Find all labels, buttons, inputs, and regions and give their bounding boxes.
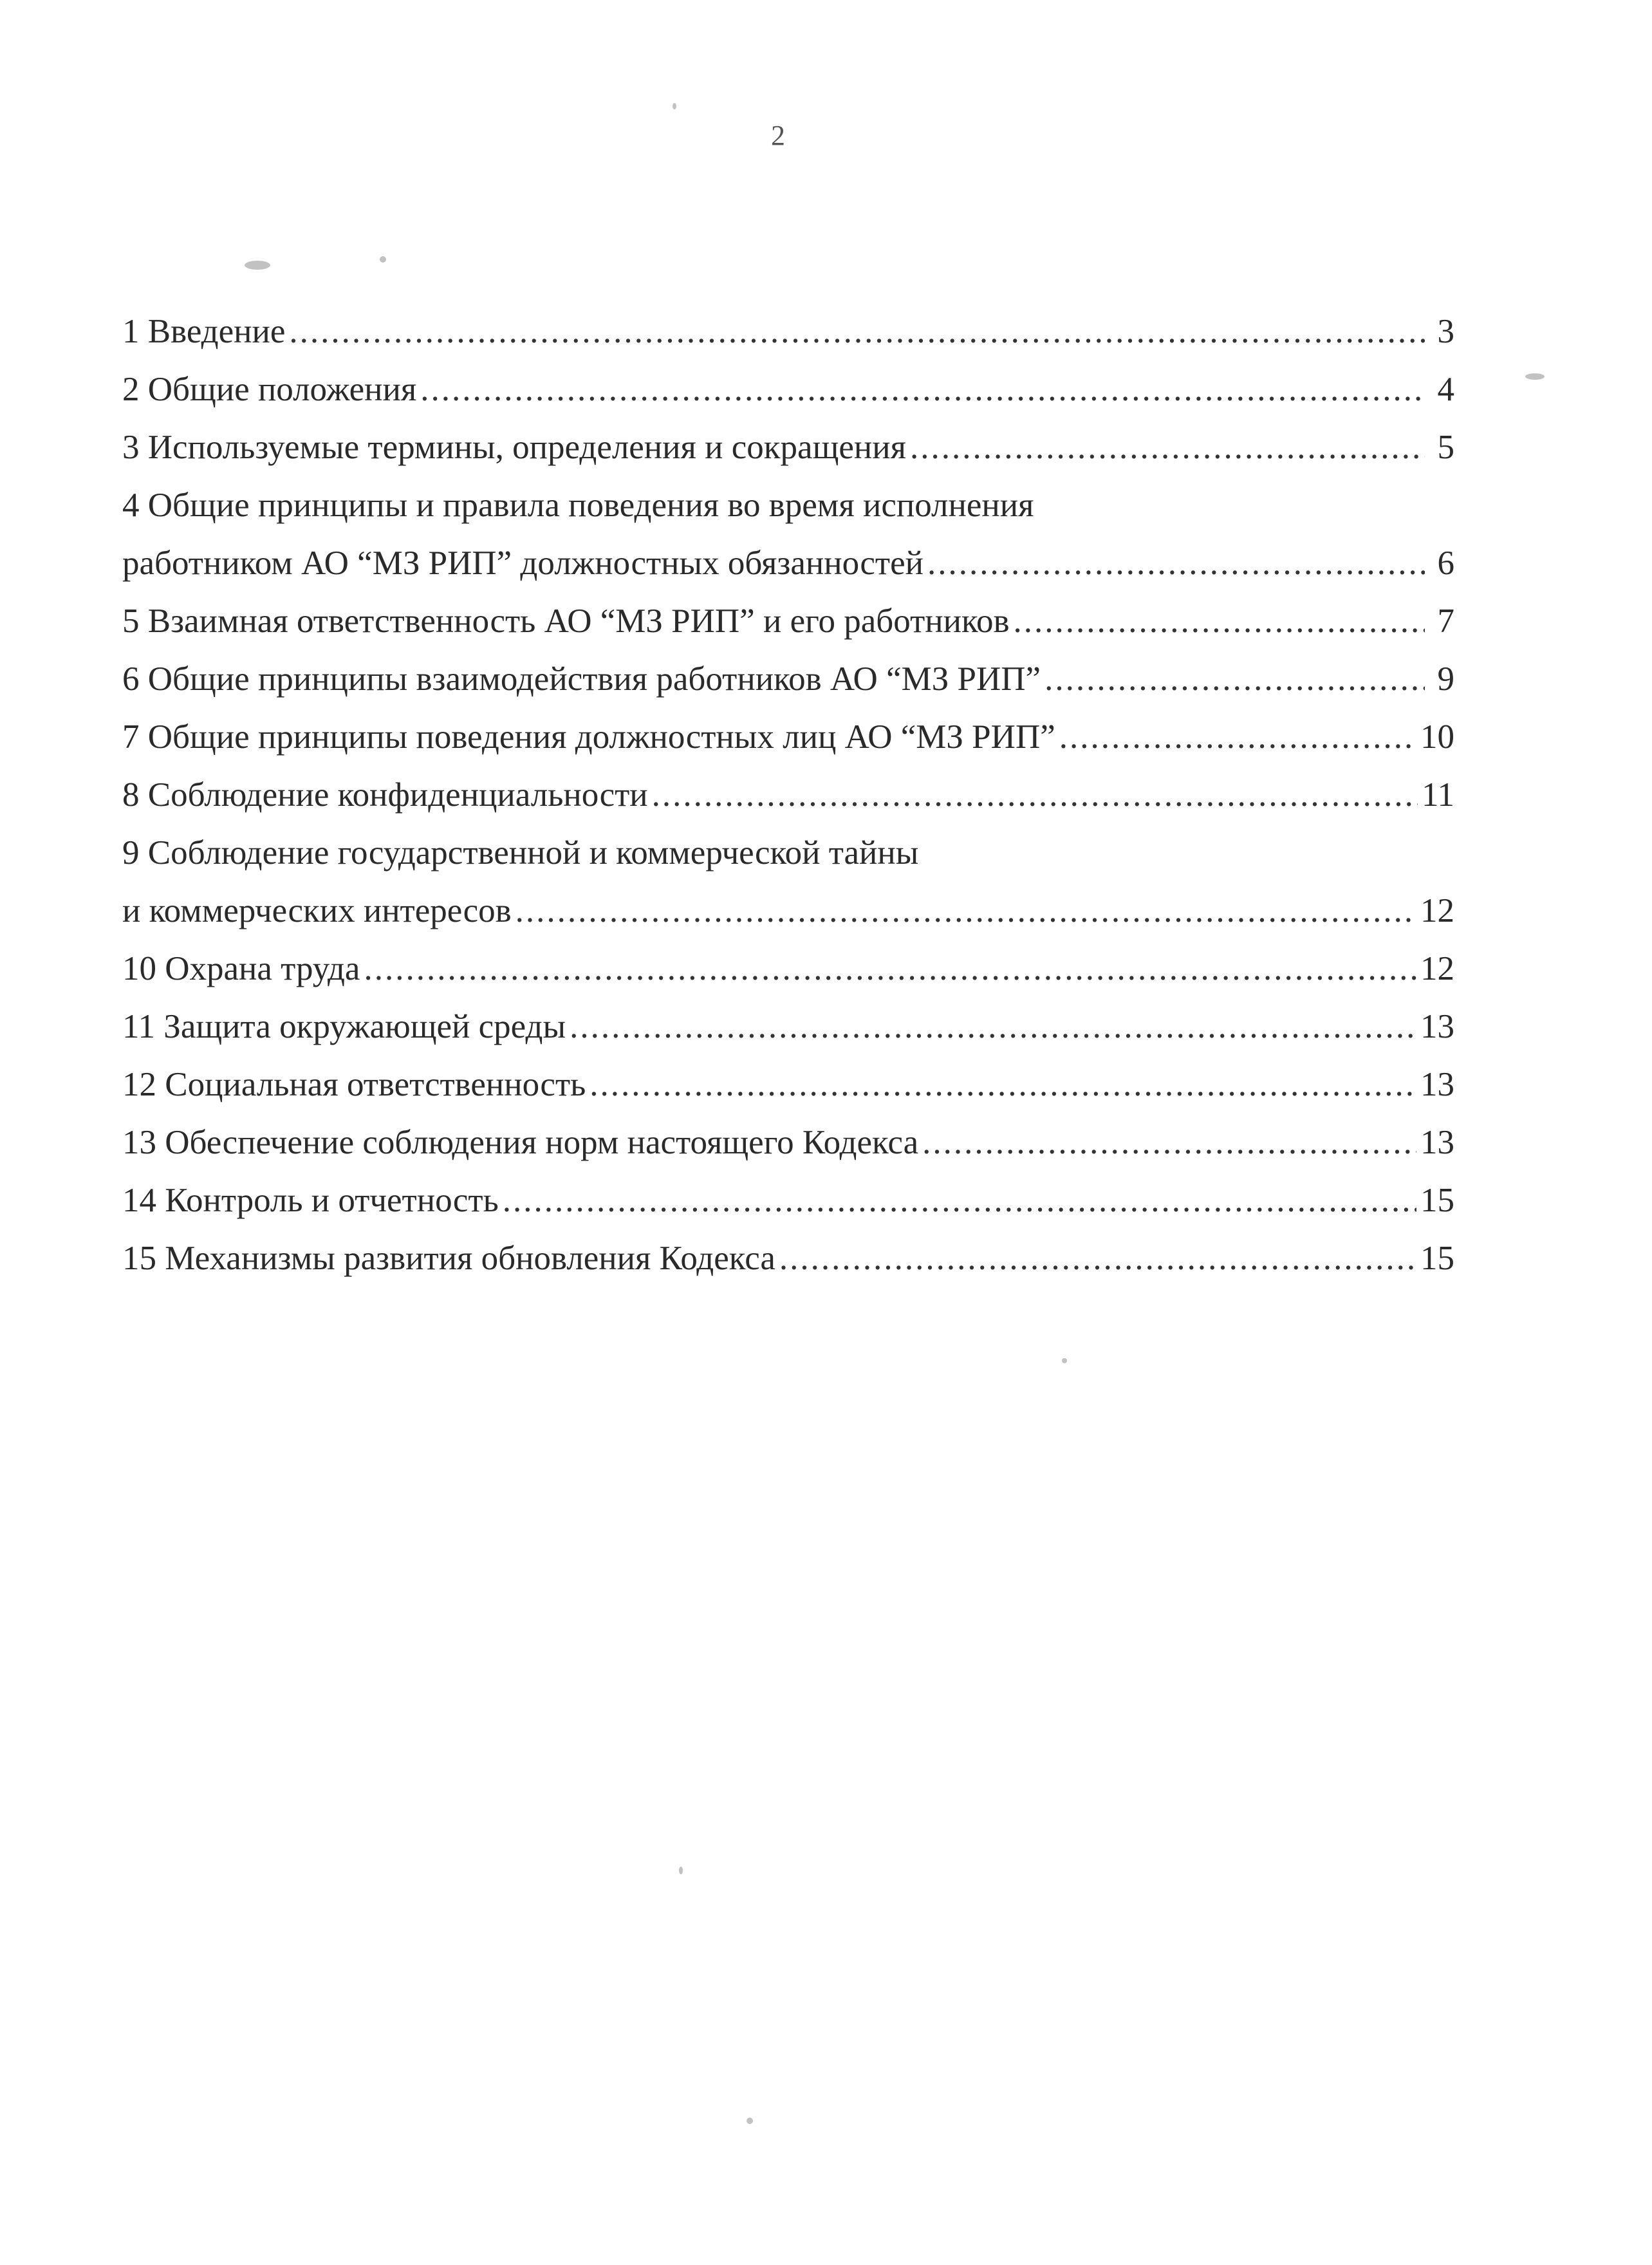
toc-page: 15 — [1420, 1182, 1454, 1219]
toc-title: 15 Механизмы развития обновления Кодекса — [122, 1240, 775, 1277]
toc-entry-8 — [122, 766, 1454, 824]
toc-title: 5 Взаимная ответственность АО “МЗ РИП” и его работников — [122, 602, 1010, 640]
toc-title: 12 Социальная ответственность — [122, 1066, 586, 1103]
toc-page: 6 — [1437, 545, 1454, 582]
toc-entry-3 — [122, 418, 1454, 476]
toc-leader-dots — [779, 1229, 1416, 1287]
toc-title: 1 Введение — [122, 313, 286, 350]
page-number: 2 — [771, 120, 785, 151]
toc-title: работником АО “МЗ РИП” должностных обязанностей — [122, 545, 923, 582]
scan-speck — [1525, 373, 1545, 380]
toc-leader-dots — [652, 766, 1418, 824]
toc-title: 6 Общие принципы взаимодействия работников АО “МЗ РИП” — [122, 660, 1041, 698]
scan-speck — [380, 256, 386, 263]
toc-leader-dots — [515, 882, 1416, 940]
toc-leader-dots — [503, 1171, 1416, 1229]
toc-page: 10 — [1420, 718, 1454, 756]
toc-entry-5 — [122, 592, 1454, 650]
toc-leader-dots — [927, 534, 1425, 592]
toc-page: 9 — [1437, 660, 1454, 698]
toc-page: 7 — [1437, 602, 1454, 640]
toc-entry-7 — [122, 708, 1454, 766]
toc-leader-dots — [1044, 650, 1425, 708]
toc-title: 11 Защита окружающей среды — [122, 1008, 566, 1045]
toc-entry-6 — [122, 650, 1454, 708]
toc-title: 14 Контроль и отчетность — [122, 1182, 499, 1219]
toc-title-line1: 4 Общие принципы и правила поведения во время исполнения — [122, 487, 1034, 524]
toc-entry-10 — [122, 940, 1454, 998]
scan-speck — [673, 103, 676, 109]
toc-leader-dots — [589, 1056, 1416, 1114]
toc-page: 11 — [1421, 776, 1454, 814]
toc-entry-9 — [122, 824, 1454, 940]
toc-title-line1: 9 Соблюдение государственной и коммерческой тайны — [122, 834, 919, 872]
toc-title: и коммерческих интересов — [122, 892, 512, 929]
toc-leader-dots — [420, 360, 1425, 418]
scan-speck — [747, 2118, 753, 2124]
toc-title: 2 Общие положения — [122, 371, 417, 408]
toc-page: 13 — [1420, 1008, 1454, 1045]
toc-leader-dots — [910, 418, 1425, 476]
toc-page: 3 — [1437, 313, 1454, 350]
toc-page: 12 — [1420, 950, 1454, 987]
toc-leader-dots — [570, 998, 1416, 1056]
toc-leader-dots — [1014, 592, 1425, 650]
toc-entry-12 — [122, 1056, 1454, 1114]
scan-speck — [1062, 1358, 1067, 1363]
toc-page: 5 — [1437, 429, 1454, 466]
toc-title: 13 Обеспечение соблюдения норм настоящего Кодекса — [122, 1124, 919, 1161]
toc-leader-dots — [289, 303, 1425, 360]
toc-title: 10 Охрана труда — [122, 950, 360, 987]
toc-page: 13 — [1420, 1066, 1454, 1103]
toc-page: 15 — [1420, 1240, 1454, 1277]
toc-entry-11 — [122, 998, 1454, 1056]
toc-page: 4 — [1437, 371, 1454, 408]
toc-page: 12 — [1420, 892, 1454, 929]
toc-entry-15 — [122, 1229, 1454, 1287]
toc-entry-4 — [122, 476, 1454, 592]
toc-title: 8 Соблюдение конфиденциальности — [122, 776, 648, 814]
table-of-contents — [122, 303, 1454, 1287]
scan-speck — [679, 1867, 683, 1874]
toc-title: 7 Общие принципы поведения должностных лиц АО “МЗ РИП” — [122, 718, 1055, 756]
toc-title: 3 Используемые термины, определения и сокращения — [122, 429, 907, 466]
toc-page: 13 — [1420, 1124, 1454, 1161]
toc-leader-dots — [922, 1114, 1416, 1171]
toc-entry-1 — [122, 303, 1454, 360]
toc-entry-2 — [122, 360, 1454, 418]
toc-leader-dots — [1059, 708, 1416, 766]
scan-speck — [245, 261, 270, 270]
toc-entry-14 — [122, 1171, 1454, 1229]
toc-leader-dots — [364, 940, 1416, 998]
toc-entry-13 — [122, 1114, 1454, 1171]
